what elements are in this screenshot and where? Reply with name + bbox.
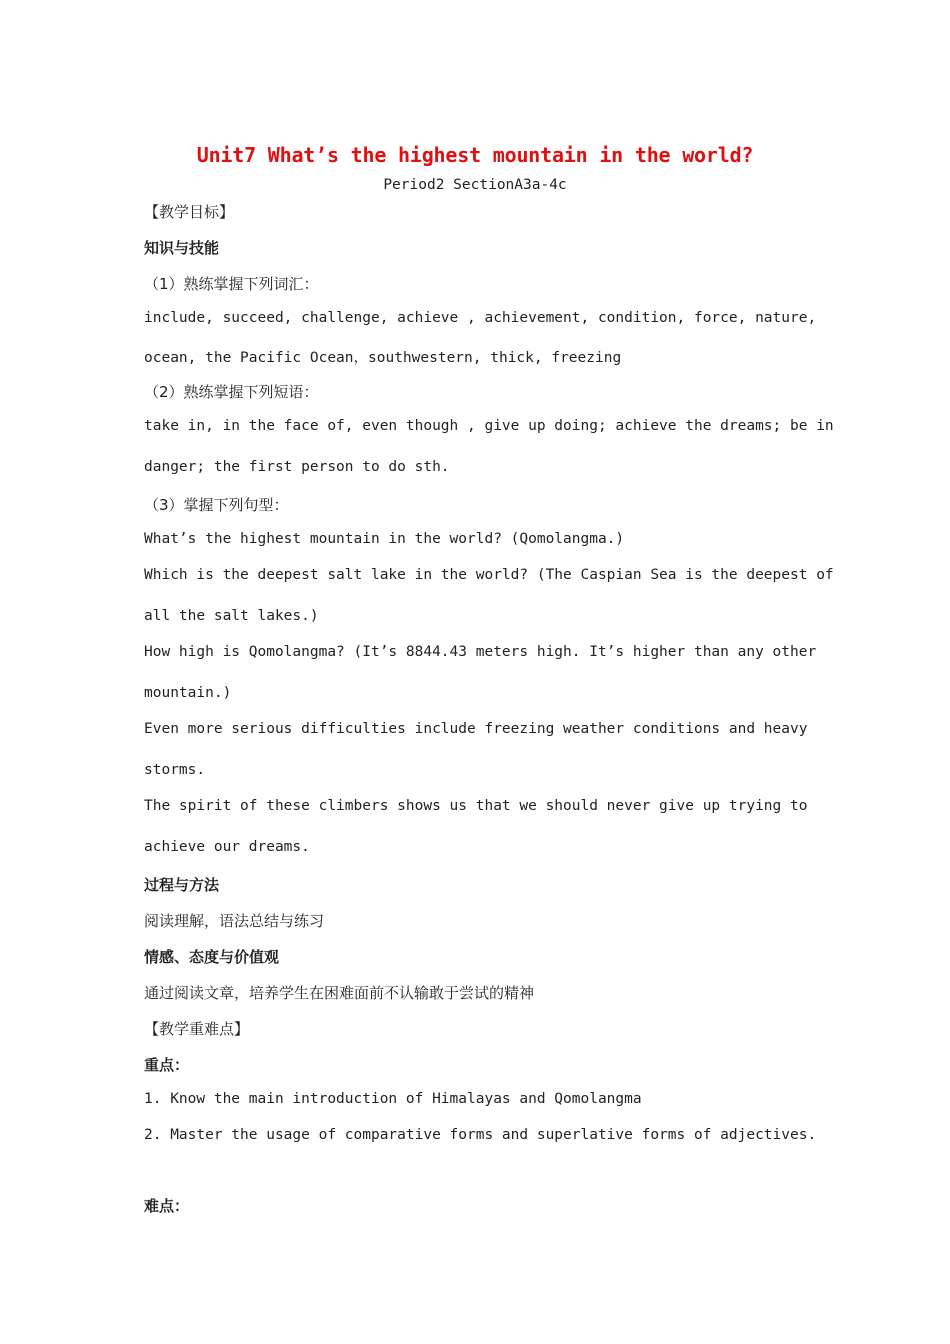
section-heading-key-points: 【教学重难点】 [144,1020,250,1038]
vocab-intro: （1）熟练掌握下列词汇： [144,275,319,293]
key-point-2: 2. Master the usage of comparative forms and superlative forms of adjectives. [144,1127,817,1143]
heading-emotion-values: 情感、态度与价值观 [144,948,280,966]
section-heading-objectives: 【教学目标】 [144,203,235,221]
phrases-line-2: danger; the first person to do sth. [144,459,450,475]
phrases-intro: （2）熟练掌握下列短语： [144,383,319,401]
vocab-line-1: include, succeed, challenge, achieve , achievement, condition, force, nature, [144,310,817,326]
sentence-4-line-2: storms. [144,762,206,778]
heading-process-methods: 过程与方法 [144,876,220,894]
sentence-2-line-1: Which is the deepest salt lake in the world? (The Caspian Sea is the deepest of [144,567,834,583]
sentence-5-line-1: The spirit of these climbers shows us that we should never give up trying to [144,798,808,814]
phrases-line-1: take in, in the face of, even though , give up doing; achieve the dreams; be in [144,418,834,434]
vocab-line-2: ocean, the Pacific Ocean，southwestern, thick, freezing [144,350,622,366]
sentences-intro: （3）掌握下列句型： [144,496,289,514]
sentence-5-line-2: achieve our dreams. [144,839,310,855]
key-point-1: 1. Know the main introduction of Himalayas and Qomolangma [144,1091,642,1107]
heading-difficult-points: 难点： [144,1197,190,1215]
emotion-text: 通过阅读文章，培养学生在困难面前不认输敢于尝试的精神 [144,984,535,1002]
sentence-1: What’s the highest mountain in the world? (Qomolangma.) [144,531,625,547]
sentence-3-line-2: mountain.) [144,685,232,701]
sentence-3-line-1: How high is Qomolangma? (It’s 8844.43 meters high. It’s higher than any other [144,644,817,660]
document-title: Unit7 What’s the highest mountain in the world? [196,143,754,167]
sentence-4-line-1: Even more serious difficulties include freezing weather conditions and heavy [144,721,808,737]
heading-knowledge-skills: 知识与技能 [144,239,220,257]
document-subtitle: Period2 SectionA3a-4c [383,177,567,193]
process-text: 阅读理解，语法总结与练习 [144,912,325,930]
heading-key-points: 重点： [144,1056,190,1074]
sentence-2-line-2: all the salt lakes.) [144,608,319,624]
